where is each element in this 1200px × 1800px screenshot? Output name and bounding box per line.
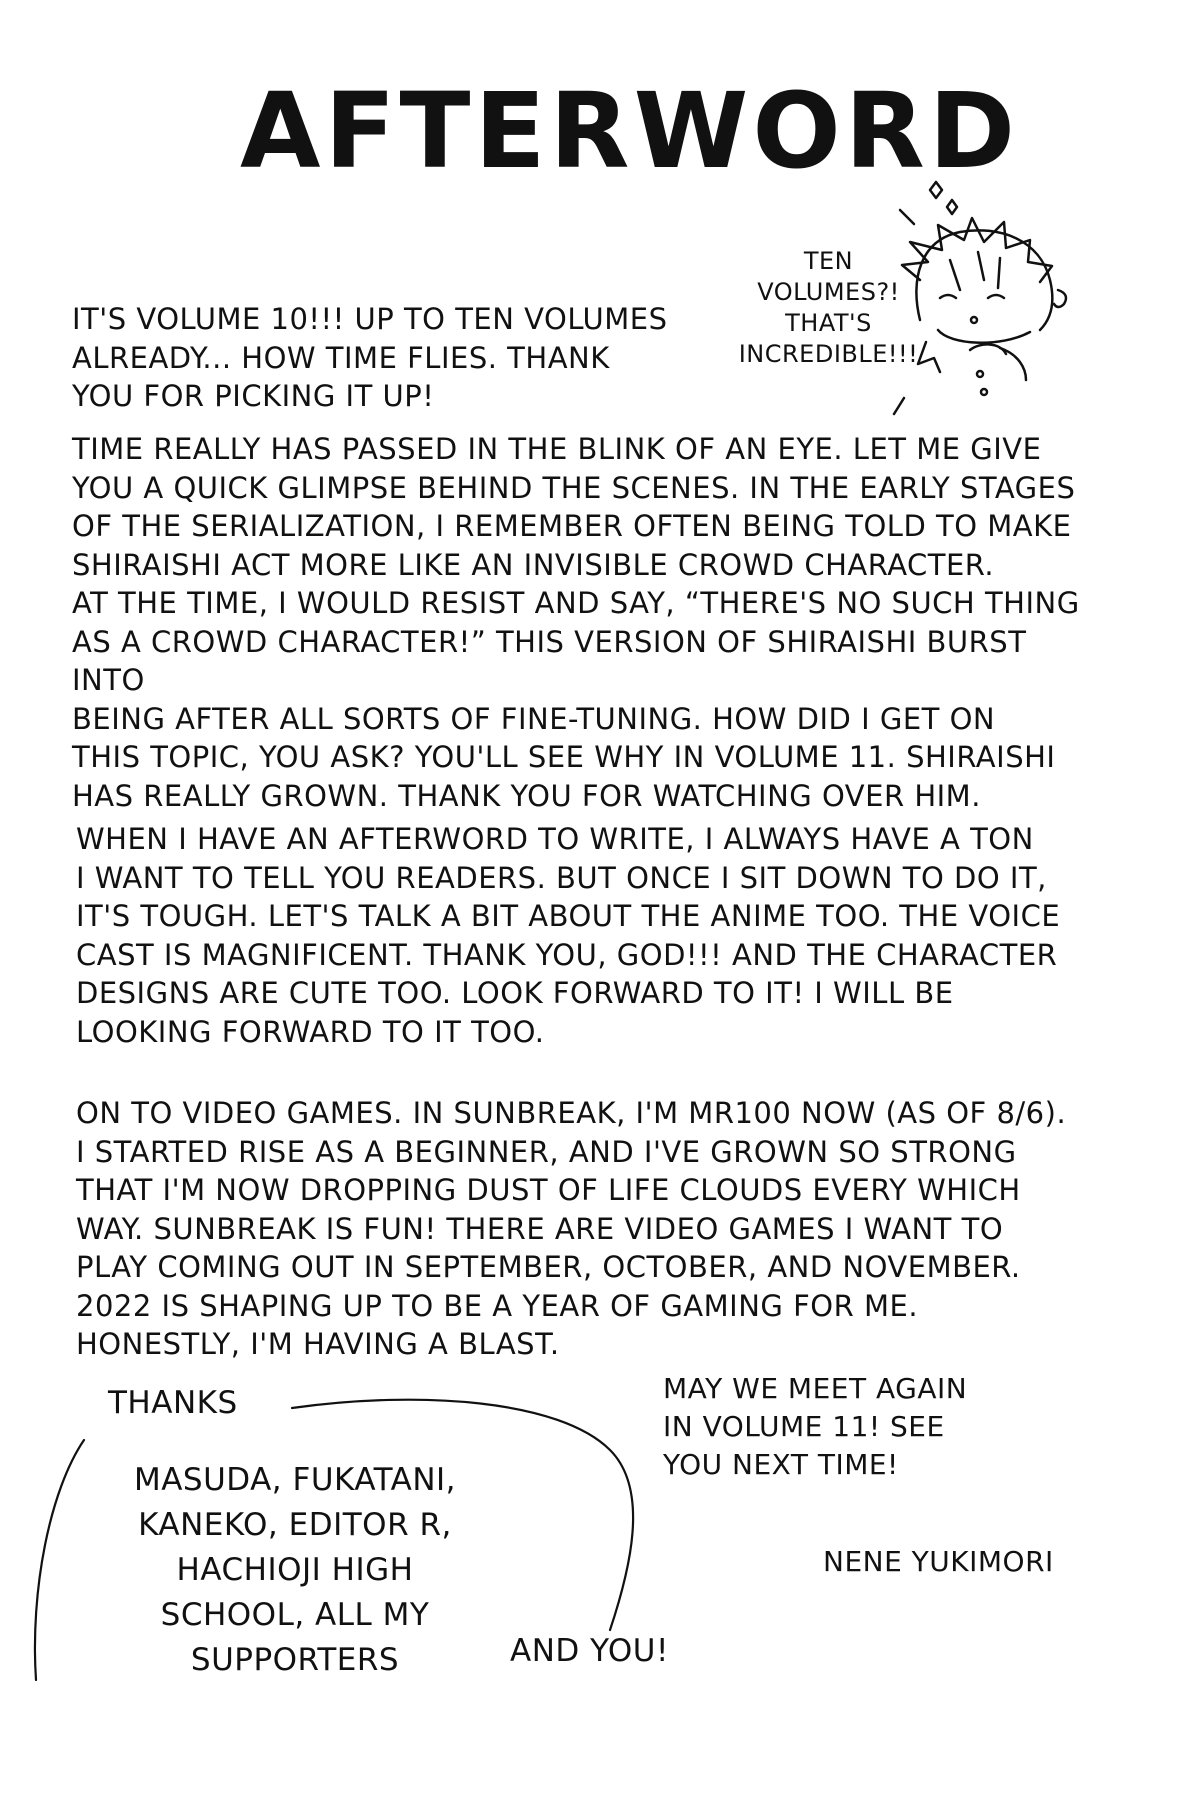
thanks-names: MASUDA, FUKATANI, KANEKO, EDITOR R, HACHIOJI HIGH SCHOOL, ALL MY SUPPORTERS	[133, 1462, 457, 1678]
thanks-and-you: AND YOU!	[510, 1633, 669, 1669]
closing-message: MAY WE MEET AGAIN IN VOLUME 11! SEE YOU NEXT TIME!	[663, 1372, 968, 1481]
paragraph-anime: WHEN I HAVE AN AFTERWORD TO WRITE, I ALWAYS HAVE A TON I WANT TO TELL YOU READERS. BUT ONCE I SIT DOWN TO DO IT, IT'S TOUGH. LET'S TALK A BIT ABOUT THE ANIME TOO. THE VOICE CAST IS MAGNIFICENT. THANK YOU, GOD!!! AND THE CHARACTER DESIGNS ARE CUTE TOO. LOOK FORWARD TO IT! I WILL BE LOOKING FORWARD TO IT TOO.	[76, 822, 1061, 1049]
speech-bubble-text: TEN VOLUMES?! THAT'S INCREDIBLE!!!	[738, 247, 919, 368]
intro-paragraph: IT'S VOLUME 10!!! UP TO TEN VOLUMES ALREADY... HOW TIME FLIES. THANK YOU FOR PICKING IT UP!	[72, 302, 668, 413]
thanks-heading: THANKS	[108, 1385, 238, 1421]
author-signature: NENE YUKIMORI	[823, 1545, 1054, 1578]
paragraph-video-games: ON TO VIDEO GAMES. IN SUNBREAK, I'M MR100 NOW (AS OF 8/6). I STARTED RISE AS A BEGINNER, AND I'VE GROWN SO STRONG THAT I'M NOW DROPPING DUST OF LIFE CLOUDS EVERY WHICH WAY. SUNBREAK IS FUN! THERE ARE VIDEO GAMES I WANT TO PLAY COMING OUT IN SEPTEMBER, OCTOBER, AND NOVEMBER. 2022 IS SHAPING UP TO BE A YEAR OF GAMING FOR ME. HONESTLY, I'M HAVING A BLAST.	[76, 1096, 1067, 1361]
page-title: AFTERWORD	[240, 70, 1020, 192]
sparkle-icon	[947, 200, 957, 214]
paragraph-behind-the-scenes: TIME REALLY HAS PASSED IN THE BLINK OF AN EYE. LET ME GIVE YOU A QUICK GLIMPSE BEHIND THE SCENES. IN THE EARLY STAGES OF THE SERIALIZATION, I REMEMBER OFTEN BEING TOLD TO MAKE SHIRAISHI ACT MORE LIKE AN INVISIBLE CROWD CHARACTER. AT THE TIME, I WOULD RESIST AND SAY, “THERE'S NO SUCH THING AS A CROWD CHARACTER!” THIS VERSION OF SHIRAISHI BURST INTO BEING AFTER ALL SORTS OF FINE-TUNING. HOW DID I GET ON THIS TOPIC, YOU ASK? YOU'LL SEE WHY IN VOLUME 11. SHIRAISHI HAS REALLY GROWN. THANK YOU FOR WATCHING OVER HIM.	[72, 432, 1080, 813]
sparkle-icon	[930, 182, 942, 198]
chibi-author-icon	[880, 170, 1120, 430]
